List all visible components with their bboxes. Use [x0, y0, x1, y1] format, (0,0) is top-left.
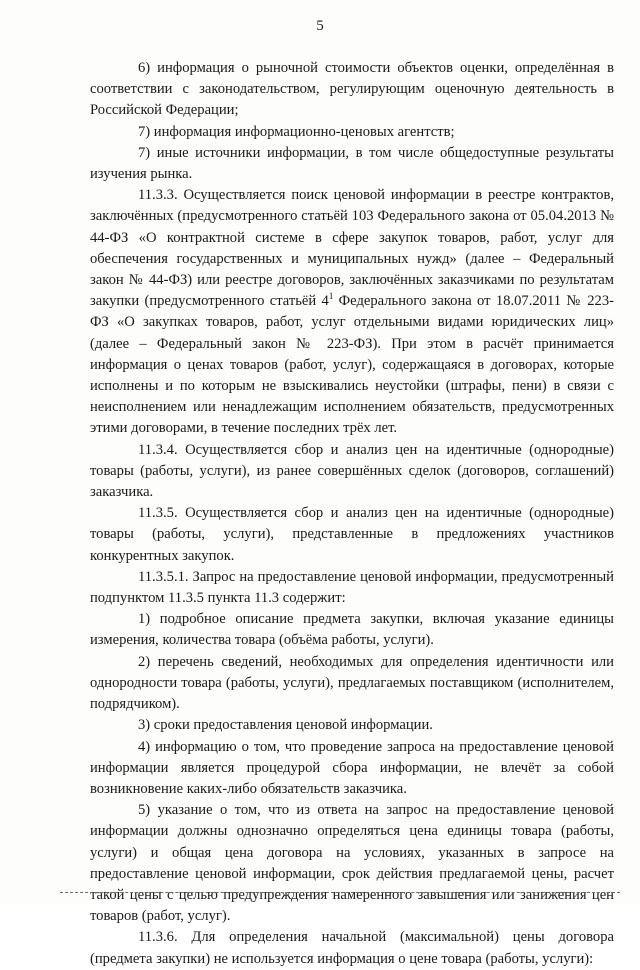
- paragraph-11-3-3-part1: 11.3.3. Осуществляется поиск ценовой информации в реестре контрактов, заключённых (предусмотренного статьёй 103 Федерального закона от 05.04.2013 № 44-ФЗ «О контрактной системе в сфере закупок товаров, работ, услуг для обеспечения государственных и муниципальных нужд» (далее – Федеральный закон № 44-ФЗ) или реестре договоров, заключённых заказчиками по результатам закупки (предусмотренного статьёй 4: [90, 187, 614, 310]
- paragraph-11-3-5: 11.3.5. Осуществляется сбор и анализ цен на идентичные (однородные) товары (работы, услуги), представленные в предложениях участников конкурентных закупок.: [90, 505, 614, 564]
- paragraph-item-7a: 7) информация информационно-ценовых агентств;: [138, 123, 455, 140]
- paragraph-11-3-3: [90, 185, 614, 439]
- superscript-1: 1: [328, 291, 334, 302]
- list-item-2: 2) перечень сведений, необходимых для определения идентичности или однородности товара (работы, услуги), предлагаемых поставщиком (исполнителем, подрядчиком).: [90, 653, 614, 713]
- bottom-divider: [60, 892, 620, 894]
- paragraph-11-3-3-part2: Федерального закона от 18.07.2011 № 223-ФЗ «О закупках товаров, работ, услуг отдельными видами юридических лиц» (далее – Федеральный закон № 223-ФЗ). При этом в расчёт принимается информация о ценах товаров (работ, услуг), содержащаяся в договорах, которые исполнены и по которым не взыскивались неустойки (штрафы, пени) в связи с неисполнением или ненадлежащим исполнением обязательств, предусмотренных этими договорами, в течение последних трёх лет.: [90, 293, 615, 437]
- paragraph-11-3-6: 11.3.6. Для определения начальной (максимальной) цены договора (предмета закупки) не используется информация о цене товара (работы, услуги):: [90, 929, 614, 967]
- paragraph-item-7b: 7) иные источники информации, в том числе общедоступные результаты изучения рынка.: [90, 144, 614, 183]
- paragraph-item-6: 6) информация о рыночной стоимости объектов оценки, определённая в соответствии с законодательством, регулирующим оценочную деятельность в Российской Федерации;: [90, 60, 614, 119]
- paragraph-11-3-5-1: 11.3.5.1. Запрос на предоставление ценовой информации, предусмотренный подпунктом 11.3.5 пункта 11.3 содержит:: [90, 568, 614, 607]
- page-number: 5: [316, 18, 324, 34]
- paragraph-11-3-4: 11.3.4. Осуществляется сбор и анализ цен на идентичные (однородные) товары (работы, услуги), из ранее совершённых сделок (договоров, соглашений) заказчика.: [90, 441, 614, 501]
- list-item-5: 5) указание о том, что из ответа на запрос на предоставление ценовой информации должны однозначно определяться цена единицы товара (работы, услуги) и общая цена договора на условиях, указанных в запросе на предоставление ценовой информации, срок действия предлагаемой цены, расчет такой цены с целью предупреждения намеренного завышения или занижения цен товаров (работ, услуг).: [90, 802, 614, 925]
- list-item-4: 4) информацию о том, что проведение запроса на предоставление ценовой информации является процедурой сбора информации, не влечёт за собой возникновение каких-либо обязательств заказчика.: [90, 738, 614, 797]
- document-body: [90, 58, 614, 970]
- list-item-1: 1) подробное описание предмета закупки, включая указание единицы измерения, количества товара (объёма работы, услуги).: [90, 611, 614, 649]
- list-item-3: 3) сроки предоставления ценовой информации.: [138, 717, 433, 734]
